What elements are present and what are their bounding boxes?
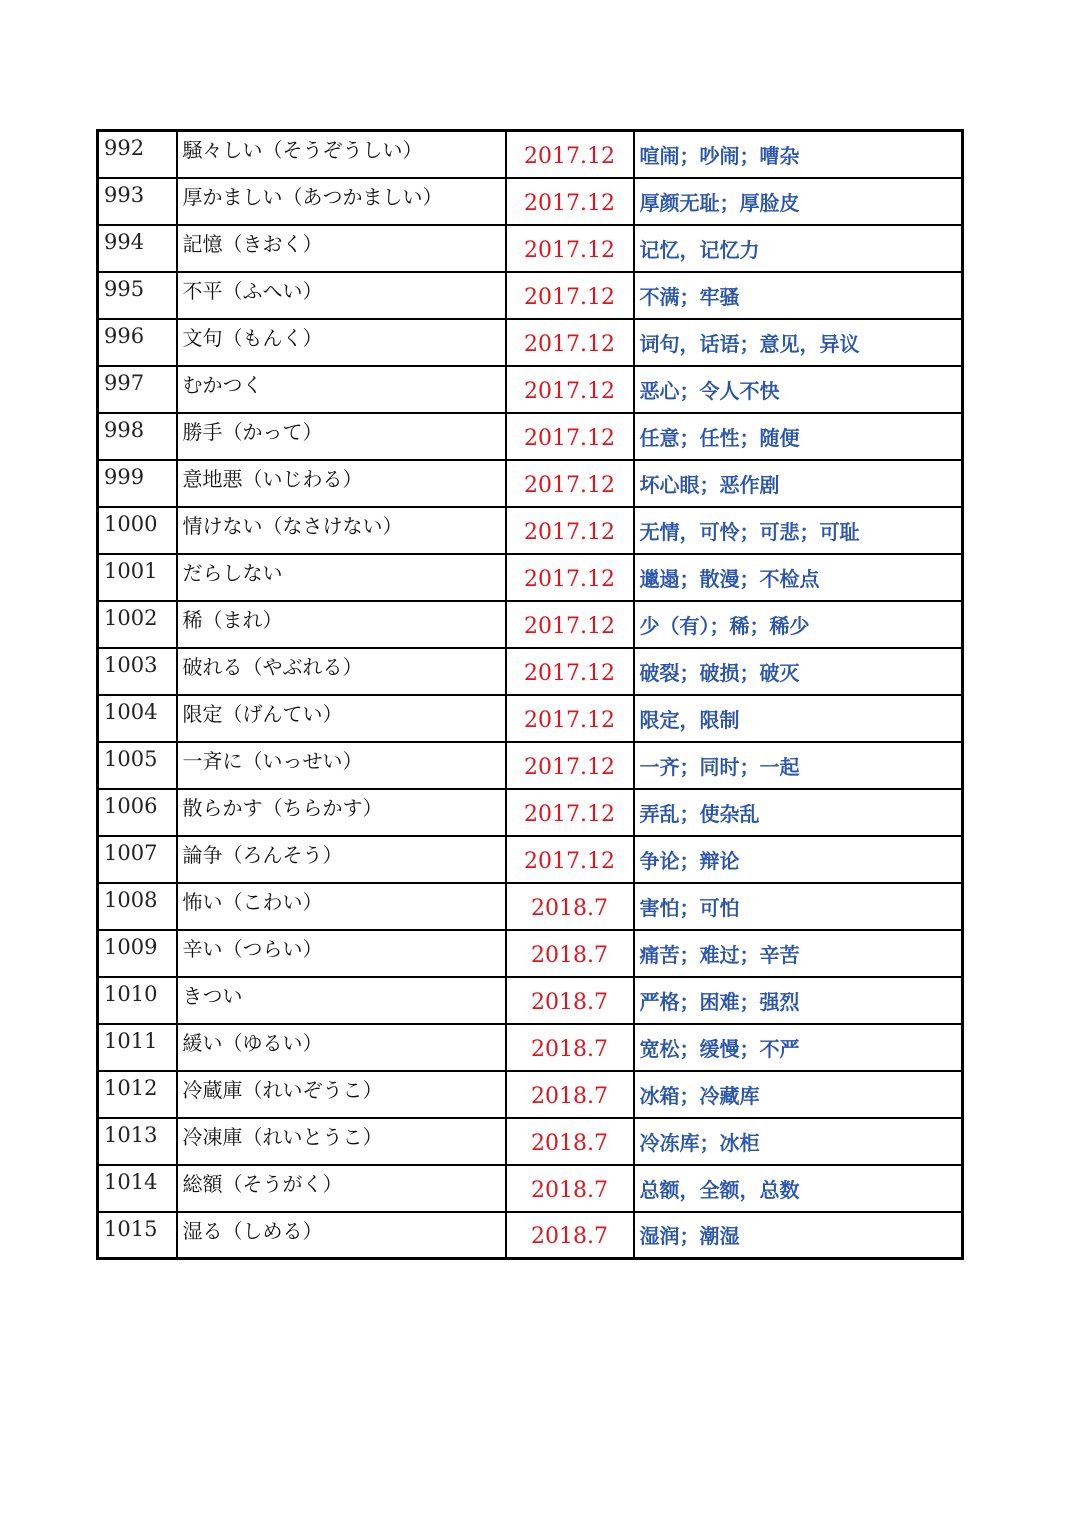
entry-number: 1002 [98,601,177,648]
chinese-meaning: 冰箱；冷藏库 [634,1071,963,1118]
entry-number: 995 [98,272,177,319]
exam-date: 2017.12 [506,178,634,225]
chinese-meaning: 无情，可怜；可悲；可耻 [634,507,963,554]
entry-number: 996 [98,319,177,366]
entry-number: 994 [98,225,177,272]
chinese-meaning: 记忆，记忆力 [634,225,963,272]
table-row [98,789,963,836]
exam-date: 2017.12 [506,742,634,789]
chinese-meaning: 害怕；可怕 [634,883,963,930]
chinese-meaning: 恶心；令人不快 [634,366,963,413]
table-row [98,1024,963,1071]
japanese-word: 総額（そうがく） [177,1165,506,1212]
exam-date: 2018.7 [506,1071,634,1118]
entry-number: 997 [98,366,177,413]
entry-number: 1000 [98,507,177,554]
chinese-meaning: 冷冻库；冰柜 [634,1118,963,1165]
exam-date: 2017.12 [506,554,634,601]
exam-date: 2018.7 [506,883,634,930]
table-row [98,836,963,883]
japanese-word: 論争（ろんそう） [177,836,506,883]
chinese-meaning: 少（有）；稀；稀少 [634,601,963,648]
table-row [98,319,963,366]
table-row [98,366,963,413]
japanese-word: 文句（もんく） [177,319,506,366]
table-row [98,1118,963,1165]
table-row [98,883,963,930]
exam-date: 2017.12 [506,272,634,319]
table-row [98,507,963,554]
chinese-meaning: 一齐；同时；一起 [634,742,963,789]
chinese-meaning: 总额，全额，总数 [634,1165,963,1212]
exam-date: 2017.12 [506,648,634,695]
table-row [98,601,963,648]
entry-number: 993 [98,178,177,225]
entry-number: 1009 [98,930,177,977]
exam-date: 2018.7 [506,1024,634,1071]
japanese-word: 稀（まれ） [177,601,506,648]
entry-number: 1010 [98,977,177,1024]
chinese-meaning: 喧闹；吵闹；嘈杂 [634,131,963,178]
table-row [98,1212,963,1259]
japanese-word: 散らかす（ちらかす） [177,789,506,836]
exam-date: 2017.12 [506,460,634,507]
entry-number: 1013 [98,1118,177,1165]
table-row [98,131,963,178]
table-row [98,695,963,742]
table-row [98,1165,963,1212]
exam-date: 2017.12 [506,225,634,272]
entry-number: 1008 [98,883,177,930]
table-row [98,272,963,319]
exam-date: 2018.7 [506,1212,634,1259]
exam-date: 2018.7 [506,930,634,977]
table-row [98,648,963,695]
entry-number: 1006 [98,789,177,836]
japanese-word: むかつく [177,366,506,413]
exam-date: 2017.12 [506,366,634,413]
entry-number: 998 [98,413,177,460]
japanese-word: 不平（ふへい） [177,272,506,319]
vocabulary-table [96,129,964,1260]
japanese-word: 厚かましい（あつかましい） [177,178,506,225]
vocabulary-table-body [98,131,963,1259]
japanese-word: 辛い（つらい） [177,930,506,977]
chinese-meaning: 争论；辩论 [634,836,963,883]
japanese-word: 冷凍庫（れいとうこ） [177,1118,506,1165]
exam-date: 2018.7 [506,1165,634,1212]
japanese-word: 意地悪（いじわる） [177,460,506,507]
chinese-meaning: 破裂；破损；破灭 [634,648,963,695]
entry-number: 1015 [98,1212,177,1259]
exam-date: 2017.12 [506,789,634,836]
entry-number: 1011 [98,1024,177,1071]
exam-date: 2017.12 [506,131,634,178]
japanese-word: 冷蔵庫（れいぞうこ） [177,1071,506,1118]
entry-number: 1014 [98,1165,177,1212]
chinese-meaning: 不满；牢骚 [634,272,963,319]
chinese-meaning: 弄乱；使杂乱 [634,789,963,836]
chinese-meaning: 痛苦；难过；辛苦 [634,930,963,977]
table-row [98,930,963,977]
japanese-word: 限定（げんてい） [177,695,506,742]
exam-date: 2017.12 [506,836,634,883]
table-row [98,178,963,225]
japanese-word: 怖い（こわい） [177,883,506,930]
japanese-word: きつい [177,977,506,1024]
table-row [98,460,963,507]
table-row [98,413,963,460]
table-row [98,742,963,789]
table-row [98,1071,963,1118]
japanese-word: 情けない（なさけない） [177,507,506,554]
entry-number: 992 [98,131,177,178]
japanese-word: 騒々しい（そうぞうしい） [177,131,506,178]
chinese-meaning: 严格；困难；强烈 [634,977,963,1024]
exam-date: 2017.12 [506,319,634,366]
entry-number: 1004 [98,695,177,742]
chinese-meaning: 坏心眼；恶作剧 [634,460,963,507]
japanese-word: だらしない [177,554,506,601]
entry-number: 999 [98,460,177,507]
table-row [98,554,963,601]
chinese-meaning: 任意；任性；随便 [634,413,963,460]
table-row [98,977,963,1024]
entry-number: 1003 [98,648,177,695]
chinese-meaning: 厚颜无耻；厚脸皮 [634,178,963,225]
exam-date: 2017.12 [506,695,634,742]
japanese-word: 記憶（きおく） [177,225,506,272]
exam-date: 2017.12 [506,507,634,554]
exam-date: 2018.7 [506,977,634,1024]
entry-number: 1001 [98,554,177,601]
entry-number: 1007 [98,836,177,883]
entry-number: 1005 [98,742,177,789]
japanese-word: 湿る（しめる） [177,1212,506,1259]
chinese-meaning: 限定，限制 [634,695,963,742]
japanese-word: 一斉に（いっせい） [177,742,506,789]
exam-date: 2017.12 [506,601,634,648]
japanese-word: 勝手（かって） [177,413,506,460]
chinese-meaning: 宽松；缓慢；不严 [634,1024,963,1071]
exam-date: 2017.12 [506,413,634,460]
entry-number: 1012 [98,1071,177,1118]
exam-date: 2018.7 [506,1118,634,1165]
chinese-meaning: 词句，话语；意见，异议 [634,319,963,366]
table-row [98,225,963,272]
chinese-meaning: 湿润；潮湿 [634,1212,963,1259]
japanese-word: 破れる（やぶれる） [177,648,506,695]
japanese-word: 緩い（ゆるい） [177,1024,506,1071]
chinese-meaning: 邋遢；散漫；不检点 [634,554,963,601]
